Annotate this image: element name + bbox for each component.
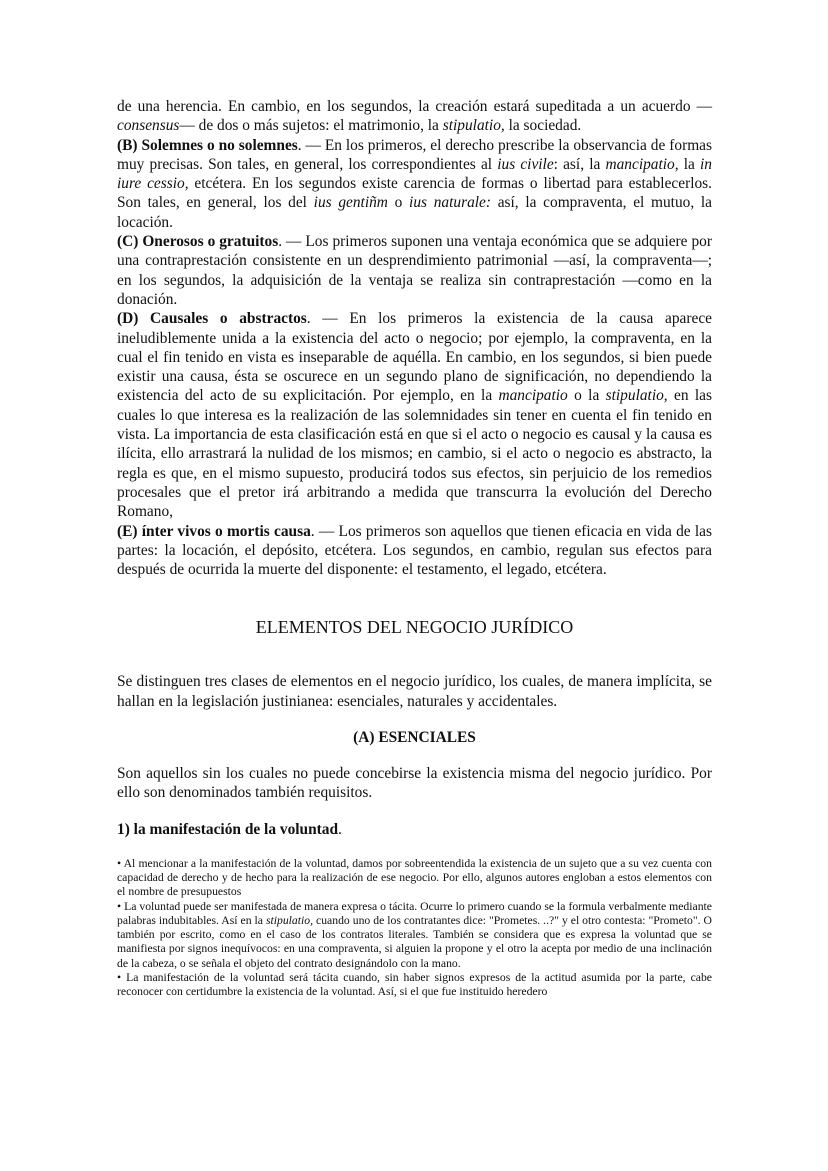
item-c-onerosos: (C) Onerosos o gratuitos. — Los primeros suponen una ventaja económica que se adquiere por una contraprestación consistente en un desprendimiento patrimonial —así, la compraventa—; en los segundos, la adquisición de la ventaja se realiza sin contraprestación —como en la donación. <box>117 233 712 308</box>
bullet-item: • Al mencionar a la manifestación de la voluntad, damos por sobreentendida la existencia de un sujeto que a su vez cuenta con capacidad de derecho y de hecho para la realización de ese negocio. Por ello, algunos autores engloban a estos elementos con el nombre de presupuestos <box>117 856 712 899</box>
document-page <box>117 97 712 1000</box>
section-intro: Se distinguen tres clases de elementos en el negocio jurídico, los cuales, de manera implícita, se hallan en la legislación justinianea: esenciales, naturales y accidentales. <box>117 673 712 710</box>
item-d-causales: (D) Causales o abstractos. — En los primeros la existencia de la causa aparece ineludiblemente unida a la existencia del acto o negocio; por ejemplo, la compraventa, en la cual el fin tenido en vista es inseparable de aquélla. En cambio, en los segundos, si bien puede existir una causa, ésta se oscurece en un segundo plano de significación, no dependiendo la existencia del acto de su explicitación. Por ejemplo, en la mancipatio o la stipulatio, en las cuales lo que interesa es la realización de las solemnidades sin tener en cuenta el fin tenido en vista. La importancia de esta clasificación está en que si el acto o negocio es causal y la causa es ilícita, ello arrastrará la nulidad de los mismos; en cambio, si el acto o negocio es abstracto, la regla es que, en el mismo supuesto, producirá todos sus efectos, sin perjuicio de los remedios procesales que el pretor irá arbitrando a medida que transcurra la evolución del Derecho Romano, <box>117 310 712 521</box>
item-e-inter-vivos: (E) ínter vivos o mortis causa. — Los primeros son aquellos que tienen eficacia en vida de las partes: la locación, el depósito, etcétera. Los segundos, en cambio, regulan sus efectos para después de ocurrida la muerte del disponente: el testamento, el legado, etcétera. <box>117 522 712 579</box>
paragraph-intro-tail: de una herencia. En cambio, en los segundos, la creación estará supeditada a un acuerdo —consensus— de dos o más sujetos: el matrimonio, la stipulatio, la sociedad. <box>117 98 712 135</box>
point-1-heading: 1) la manifestación de la voluntad. <box>117 820 342 838</box>
classification-list <box>117 97 712 579</box>
bullet-item: • La manifestación de la voluntad será tácita cuando, sin haber signos expresos de la actitud asumida por la parte, cabe reconocer con certidumbre la existencia de la voluntad. Así, si el que fue instituido heredero <box>117 970 712 999</box>
essentials-paragraph: Son aquellos sin los cuales no puede concebirse la existencia misma del negocio jurídico. Por ello son denominados también requisitos. <box>117 765 712 802</box>
bullet-item: • La voluntad puede ser manifestada de manera expresa o tácita. Ocurre lo primero cuando se la formula verbalmente mediante palabras indubitables. Así en la stipulatio, cuando uno de los contratantes dice: "Prometes. ..?" y el otro contesta: "Prometo". O también por escrito, como en el caso de los contratos literales. También se considera que es expresa la voluntad que se manifiesta por signos inequívocos: en una compraventa, si alguien la propone y el otro la acepta por medio de una inclinación de la cabeza, o se señala el objeto del contrato designándolo con la mano. <box>117 899 712 970</box>
bullet-notes <box>117 857 712 1000</box>
item-b-solemnes: (B) Solemnes o no solemnes. — En los primeros, el derecho prescribe la observancia de formas muy precisas. Son tales, en general, los correspondientes al ius civile: así, la mancipatio, la in iure cessio, etcétera. En los segundos existe carencia de formas o libertad para establecerlos. Son tales, en general, los del ius gentiñm o ius naturale: así, la compraventa, el mutuo, la locación. <box>117 136 713 231</box>
subsection-title: (A) ESENCIALES <box>353 729 476 747</box>
section-title: ELEMENTOS DEL NEGOCIO JURÍDICO <box>255 617 574 638</box>
